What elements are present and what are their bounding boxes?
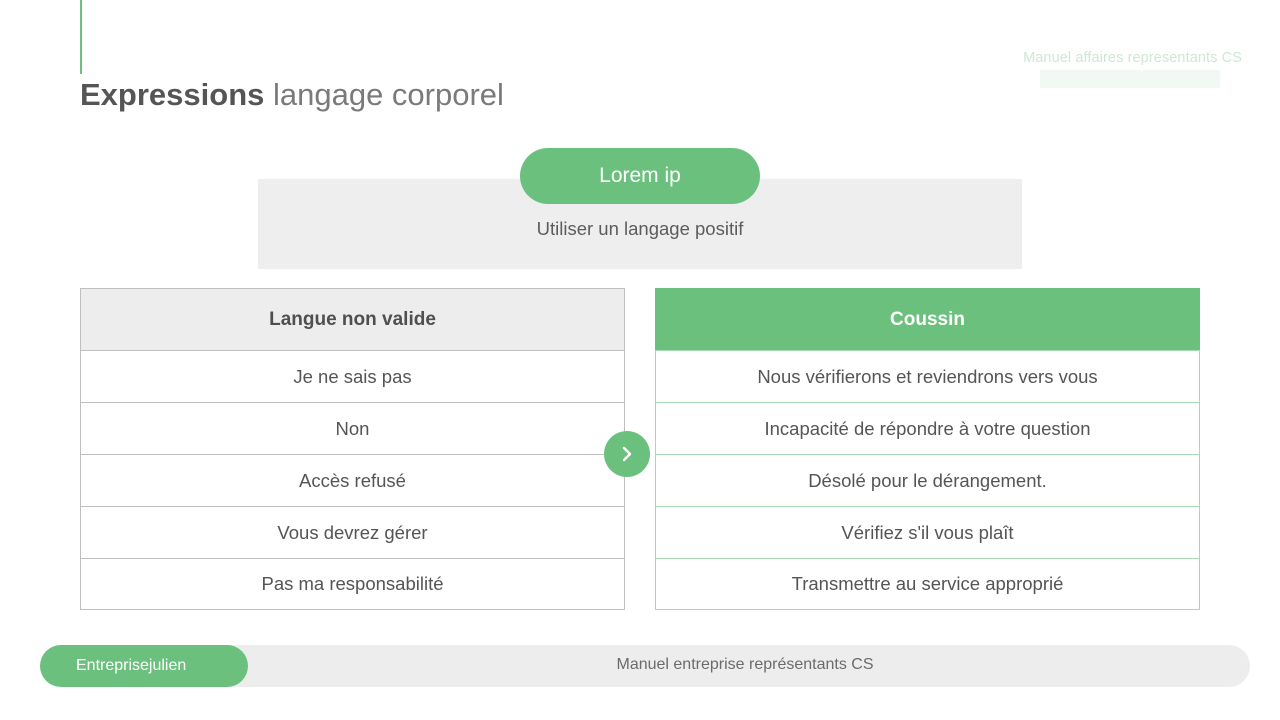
- table-invalid-language: [80, 288, 625, 610]
- table-row: Vérifiez s'il vous plaît: [655, 506, 1200, 558]
- table-row: Accès refusé: [80, 454, 625, 506]
- page-title-rest: langage corporel: [264, 77, 504, 112]
- banner-subtitle: Utiliser un langage positif: [536, 218, 744, 239]
- table-row: Désolé pour le dérangement.: [655, 454, 1200, 506]
- table-row: Je ne sais pas: [80, 350, 625, 402]
- footer-text: Manuel entreprise représentants CS: [616, 656, 874, 673]
- table-row: Non: [80, 402, 625, 454]
- header-note: Manuel affaires representants CS: [1023, 50, 1242, 66]
- footer-brand-label: Entreprisejulien: [76, 657, 187, 674]
- table-header-right: Coussin: [655, 288, 1200, 350]
- banner-pill: [520, 148, 760, 204]
- table-row: Incapacité de répondre à votre question: [655, 402, 1200, 454]
- table-cushion: [655, 288, 1200, 610]
- table-row: Nous vérifierons et reviendrons vers vous: [655, 350, 1200, 402]
- banner-pill-label: Lorem ip: [599, 164, 681, 187]
- accent-line: [80, 0, 82, 74]
- table-row: Transmettre au service approprié: [655, 558, 1200, 610]
- header-note-shadow: [1040, 70, 1220, 88]
- table-row: Vous devrez gérer: [80, 506, 625, 558]
- chevron-right-icon: [604, 431, 650, 477]
- page-title-bold: Expressions: [80, 77, 265, 112]
- footer-brand-pill: [40, 645, 248, 687]
- table-row: Pas ma responsabilité: [80, 558, 625, 610]
- table-header-left: Langue non valide: [80, 288, 625, 350]
- page-title: [80, 74, 504, 116]
